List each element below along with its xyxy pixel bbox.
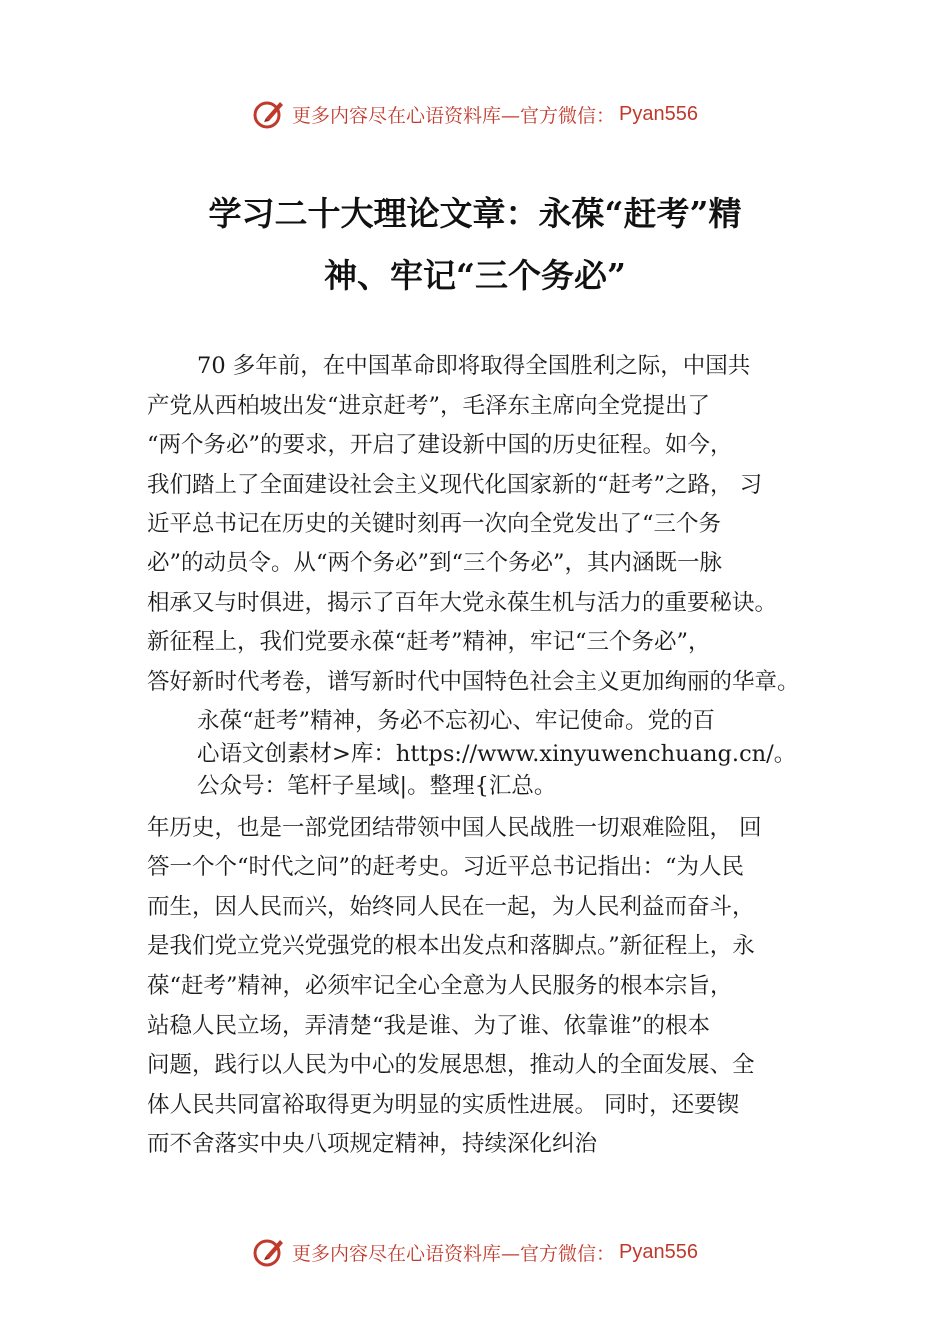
body-line: 我们踏上了全面建设社会主义现代化国家新的“赶考”之路， 习 — [147, 472, 763, 498]
banner-wechat-id: Pyan556 — [619, 1240, 698, 1263]
body-line: 近平总书记在历史的关键时刻再一次向全党发出了“三个务 — [147, 511, 722, 537]
body-line: 而生，因人民而兴，始终同人民在一起，为人民利益而奋斗， — [147, 894, 755, 920]
pen-nib-logo-icon — [252, 1235, 286, 1269]
body-line: “两个务必”的要求，开启了建设新中国的历史征程。如今， — [147, 432, 733, 458]
body-line: 年历史，也是一部党团结带领中国人民战胜一切艰难险阻， 回 — [147, 815, 762, 841]
banner-text: 更多内容尽在心语资料库—官方微信： — [292, 1242, 616, 1265]
pen-nib-logo-icon — [252, 97, 286, 131]
body-line: 体人民共同富裕取得更为明显的实质性进展。 同时，还要锲 — [147, 1092, 740, 1118]
body-line: 答一个个“时代之问”的赶考史。习近平总书记指出：“为人民 — [147, 854, 745, 880]
body-line: 问题，践行以人民为中心的发展思想，推动人的全面发展、全 — [147, 1052, 755, 1078]
body-line-watermark-url: 心语文创素材>库：https://www.xinyuwenchuang.cn/。 — [197, 741, 797, 767]
body-line: 永葆“赶考”精神，务必不忘初心、牢记使命。党的百 — [197, 708, 716, 734]
body-line: 必”的动员令。从“两个务必”到“三个务必”，其内涵既一脉 — [147, 550, 723, 576]
body-line: 是我们党立党兴党强党的根本出发点和落脚点。”新征程上，永 — [147, 933, 755, 959]
body-line: 新征程上，我们党要永葆“赶考”精神，牢记“三个务必”， — [147, 629, 711, 655]
header-banner — [0, 94, 950, 134]
banner-wechat-id: Pyan556 — [619, 102, 698, 125]
body-line: 70 多年前，在中国革命即将取得全国胜利之际，中国共 — [197, 353, 751, 379]
body-line: 葆“赶考”精神，必须牢记全心全意为人民服务的根本宗旨， — [147, 973, 733, 999]
body-line: 答好新时代考卷，谱写新时代中国特色社会主义更加绚丽的华章。 — [147, 669, 800, 695]
footer-banner — [0, 1232, 950, 1272]
body-line: 产党从西柏坡出发“进京赶考”，毛泽东主席向全党提出了 — [147, 393, 711, 419]
body-line: 相承又与时俱进，揭示了百年大党永葆生机与活力的重要秘诀。 — [147, 590, 778, 616]
body-line-watermark-account: 公众号：笔杆子星域|。整理{汇总。 — [197, 773, 557, 799]
body-line: 站稳人民立场，弄清楚“我是谁、为了谁、依靠谁”的根本 — [147, 1013, 711, 1039]
article-title-line-1: 学习二十大理论文章：永葆“赶考”精 — [208, 194, 742, 233]
body-line: 而不舍落实中央八项规定精神，持续深化纠治 — [147, 1131, 598, 1157]
article-title-line-2: 神、牢记“三个务必” — [324, 256, 626, 295]
banner-text: 更多内容尽在心语资料库—官方微信： — [292, 104, 616, 127]
